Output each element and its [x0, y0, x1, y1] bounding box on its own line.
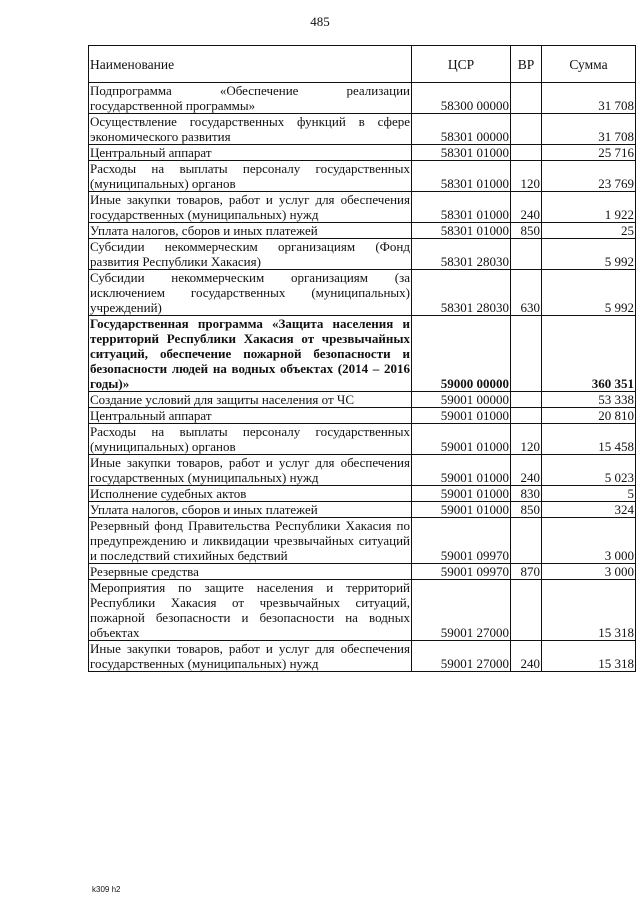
header-name: Наименование	[89, 46, 412, 83]
row-name-cell: Иные закупки товаров, работ и услуг для обеспечения государственных (муниципальных) нужд	[90, 455, 410, 485]
page-number: 485	[310, 14, 330, 29]
row-vr-cell	[511, 145, 542, 161]
row-vr-cell: 240	[511, 455, 542, 486]
row-csr-cell: 58301 01000	[412, 161, 511, 192]
row-vr-cell	[511, 114, 542, 145]
row-csr-cell: 59001 01000	[412, 424, 511, 455]
row-csr-cell: 59001 09970	[412, 564, 511, 580]
table-row	[89, 424, 636, 455]
row-sum-cell: 15 458	[542, 424, 636, 455]
row-sum-cell: 20 810	[542, 408, 636, 424]
table-row	[89, 83, 636, 114]
row-sum-cell: 324	[542, 502, 636, 518]
row-vr-cell	[511, 83, 542, 114]
table-row	[89, 192, 636, 223]
row-name-cell: Иные закупки товаров, работ и услуг для обеспечения государственных (муниципальных) нужд	[90, 641, 410, 671]
footer-code: k309 h2	[92, 885, 121, 894]
row-name-cell: Осуществление государственных функций в сфере экономического развития	[90, 114, 410, 144]
header-sum: Сумма	[542, 46, 636, 83]
row-name-cell: Субсидии некоммерческим организациям (за исключением государственных (муниципальных) учреждений)	[90, 270, 410, 315]
row-name-cell: Государственная программа «Защита населения и территорий Республики Хакасия от чрезвычайных ситуаций, обеспечение пожарной безопасности и безопасности людей на водных объектах (2014 – 2016 годы)»	[90, 316, 410, 391]
row-name-cell: Резервные средства	[89, 564, 412, 580]
row-csr-cell: 59001 01000	[412, 455, 511, 486]
row-csr-cell: 59001 01000	[412, 502, 511, 518]
header-csr: ЦСР	[412, 46, 511, 83]
row-vr-cell: 630	[511, 270, 542, 316]
row-sum-cell: 1 922	[542, 192, 636, 223]
table-row	[89, 316, 636, 392]
row-name-cell: Создание условий для защиты населения от ЧС	[89, 392, 412, 408]
row-sum-cell: 360 351	[542, 316, 636, 392]
table-row	[89, 486, 636, 502]
row-csr-cell: 59001 27000	[412, 580, 511, 641]
row-vr-cell: 830	[511, 486, 542, 502]
row-sum-cell: 15 318	[542, 641, 636, 672]
table-row	[89, 408, 636, 424]
row-name-cell: Иные закупки товаров, работ и услуг для обеспечения государственных (муниципальных) нужд	[90, 192, 410, 222]
row-sum-cell: 3 000	[542, 518, 636, 564]
row-sum-cell: 5 023	[542, 455, 636, 486]
row-sum-cell: 5	[542, 486, 636, 502]
row-sum-cell: 31 708	[542, 83, 636, 114]
table-row	[89, 455, 636, 486]
row-vr-cell: 120	[511, 161, 542, 192]
row-vr-cell: 850	[511, 223, 542, 239]
row-csr-cell: 58301 01000	[412, 145, 511, 161]
header-vr: ВР	[511, 46, 542, 83]
table-row	[89, 580, 636, 641]
row-vr-cell	[511, 580, 542, 641]
table-body	[89, 83, 636, 672]
row-sum-cell: 5 992	[542, 239, 636, 270]
table-row	[89, 270, 636, 316]
table-row	[89, 223, 636, 239]
row-name-cell: Подпрограмма «Обеспечение реализации государственной программы»	[90, 83, 410, 113]
row-name-cell: Расходы на выплаты персоналу государственных (муниципальных) органов	[90, 424, 410, 454]
row-sum-cell: 31 708	[542, 114, 636, 145]
row-sum-cell: 53 338	[542, 392, 636, 408]
row-name-cell: Исполнение судебных актов	[89, 486, 412, 502]
row-csr-cell: 59000 00000	[412, 316, 511, 392]
row-sum-cell: 25	[542, 223, 636, 239]
table-row	[89, 564, 636, 580]
row-sum-cell: 3 000	[542, 564, 636, 580]
table-row	[89, 161, 636, 192]
row-csr-cell: 58300 00000	[412, 83, 511, 114]
row-name-cell: Резервный фонд Правительства Республики Хакасия по предупреждению и ликвидации чрезвычайных ситуаций и последствий стихийных бедствий	[90, 518, 410, 563]
budget-table-container	[88, 45, 636, 672]
row-name-cell: Уплата налогов, сборов и иных платежей	[89, 223, 412, 239]
row-name-cell: Уплата налогов, сборов и иных платежей	[89, 502, 412, 518]
row-vr-cell	[511, 239, 542, 270]
row-csr-cell: 59001 27000	[412, 641, 511, 672]
row-csr-cell: 58301 28030	[412, 270, 511, 316]
row-csr-cell: 59001 01000	[412, 486, 511, 502]
row-vr-cell	[511, 518, 542, 564]
table-row	[89, 392, 636, 408]
row-vr-cell	[511, 392, 542, 408]
row-vr-cell: 870	[511, 564, 542, 580]
row-vr-cell: 240	[511, 641, 542, 672]
table-row	[89, 502, 636, 518]
table-row	[89, 239, 636, 270]
row-name-cell: Мероприятия по защите населения и территорий Республики Хакасия от чрезвычайных ситуаций, пожарной безопасности и безопасности на водных объектах	[90, 580, 410, 640]
budget-table	[88, 45, 636, 672]
row-vr-cell	[511, 316, 542, 392]
row-vr-cell: 120	[511, 424, 542, 455]
row-csr-cell: 59001 09970	[412, 518, 511, 564]
row-name-cell: Центральный аппарат	[89, 145, 412, 161]
row-vr-cell	[511, 408, 542, 424]
row-csr-cell: 59001 00000	[412, 392, 511, 408]
table-row	[89, 145, 636, 161]
row-vr-cell: 240	[511, 192, 542, 223]
row-csr-cell: 58301 28030	[412, 239, 511, 270]
row-name-cell: Расходы на выплаты персоналу государственных (муниципальных) органов	[90, 161, 410, 191]
row-sum-cell: 25 716	[542, 145, 636, 161]
table-row	[89, 518, 636, 564]
row-csr-cell: 58301 00000	[412, 114, 511, 145]
row-sum-cell: 23 769	[542, 161, 636, 192]
row-sum-cell: 15 318	[542, 580, 636, 641]
row-vr-cell: 850	[511, 502, 542, 518]
row-sum-cell: 5 992	[542, 270, 636, 316]
row-csr-cell: 59001 01000	[412, 408, 511, 424]
table-header-row	[89, 46, 636, 83]
table-row	[89, 114, 636, 145]
table-row	[89, 641, 636, 672]
row-name-cell: Центральный аппарат	[89, 408, 412, 424]
row-name-cell: Субсидии некоммерческим организациям (Фонд развития Республики Хакасия)	[90, 239, 410, 269]
row-csr-cell: 58301 01000	[412, 192, 511, 223]
row-csr-cell: 58301 01000	[412, 223, 511, 239]
